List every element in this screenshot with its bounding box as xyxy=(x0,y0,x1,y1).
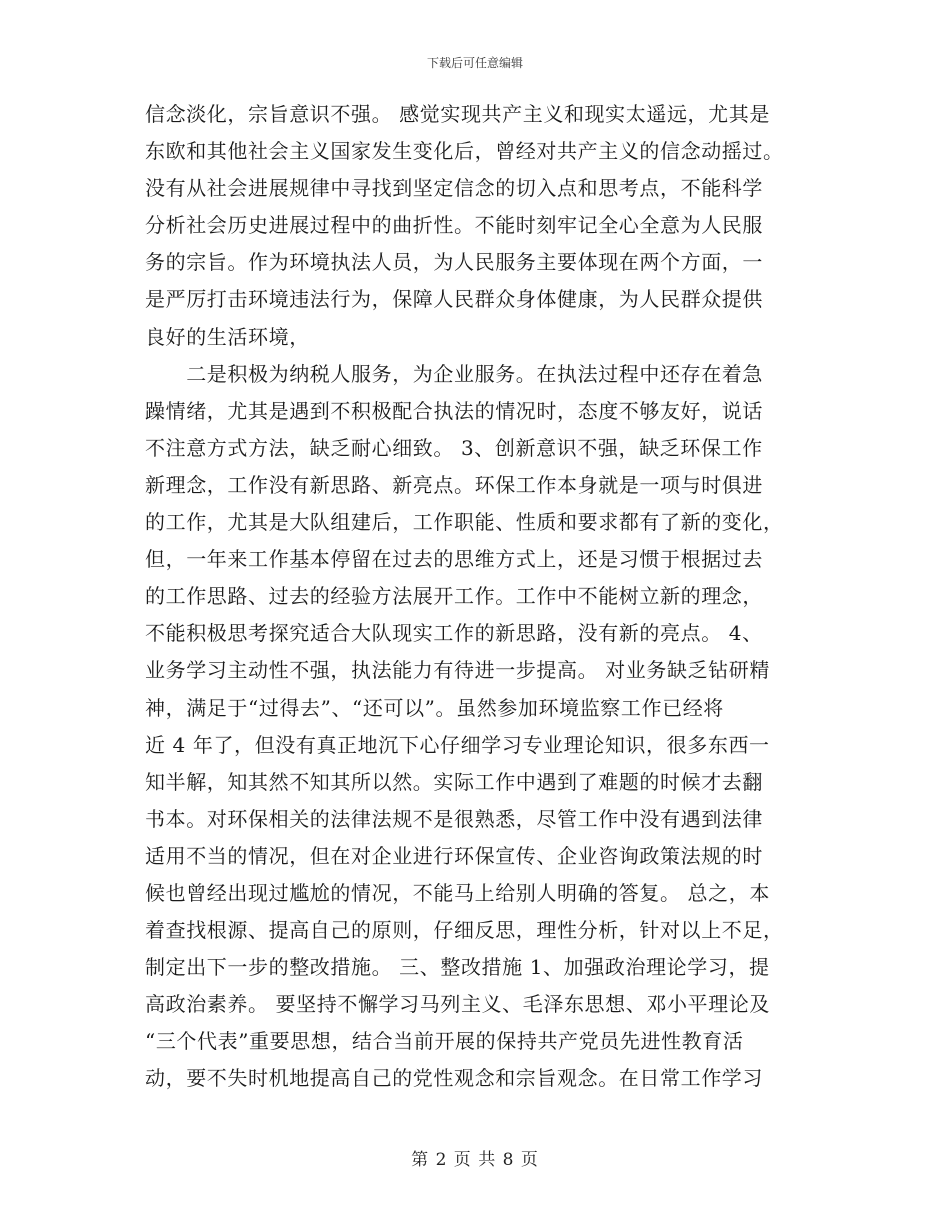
text-line: 高政治素养。 要坚持不懈学习马列主义、毛泽东思想、邓小平理论及 xyxy=(145,992,770,1017)
text-line: 良好的生活环境， xyxy=(145,324,310,349)
text-line: 东欧和其他社会主义国家发生变化后，曾经对共产主义的信念动摇过。 xyxy=(145,139,784,164)
text-line: 躁情绪，尤其是遇到不积极配合执法的情况时，态度不够友好，说话 xyxy=(145,398,763,423)
text-line: 候也曾经出现过尴尬的情况，不能马上给别人明确的答复。 总之，本 xyxy=(145,880,770,905)
text-line: 适用不当的情况，但在对企业进行环保宣传、企业咨询政策法规的时 xyxy=(145,843,763,868)
text-line: 二是积极为纳税人服务，为企业服务。在执法过程中还存在着急 xyxy=(145,361,763,386)
text-line: 新理念，工作没有新思路、新亮点。环保工作本身就是一项与时俱进 xyxy=(145,472,763,497)
text-line: 制定出下一步的整改措施。 三、整改措施 1、加强政治理论学习，提 xyxy=(145,955,770,980)
text-line: 的工作，尤其是大队组建后，工作职能、性质和要求都有了新的变化， xyxy=(145,510,784,535)
text-line: 没有从社会进展规律中寻找到坚定信念的切入点和思考点，不能科学 xyxy=(145,176,763,201)
text-line: 是严厉打击环境违法行为，保障人民群众身体健康，为人民群众提供 xyxy=(145,287,763,312)
text-line: 着查找根源、提高自己的原则，仔细反思，理性分析，针对以上不足， xyxy=(145,918,784,943)
text-line: 信念淡化，宗旨意识不强。 感觉实现共产主义和现实太遥远，尤其是 xyxy=(145,102,770,126)
page-header-note: 下载后可任意编辑 xyxy=(426,56,523,70)
text-line: 的工作思路、过去的经验方法展开工作。工作中不能树立新的理念， xyxy=(145,584,763,609)
text-line: 不能积极思考探究适合大队现实工作的新思路，没有新的亮点。 4、 xyxy=(145,621,763,646)
text-line: 近 4 年了，但没有真正地沉下心仔细学习专业理论知识，很多东西一 xyxy=(145,732,770,757)
text-line: 知半解，知其然不知其所以然。实际工作中遇到了难题的时候才去翻 xyxy=(145,769,763,794)
text-line: 业务学习主动性不强，执法能力有待进一步提高。 对业务缺乏钻研精 xyxy=(145,658,770,683)
text-line: 不注意方式方法，缺乏耐心细致。 3、创新意识不强，缺乏环保工作 xyxy=(145,435,763,460)
text-line: 动，要不失时机地提高自己的党性观念和宗旨观念。在日常工作学习 xyxy=(145,1066,763,1091)
text-line: 神，满足于“过得去”、“还可以”。虽然参加环境监察工作已经将 xyxy=(145,695,724,720)
text-line: 务的宗旨。作为环境执法人员，为人民服务主要体现在两个方面，一 xyxy=(145,250,763,275)
text-line: 但，一年来工作基本停留在过去的思维方式上，还是习惯于根据过去 xyxy=(145,547,763,572)
text-line: 分析社会历史进展过程中的曲折性。不能时刻牢记全心全意为人民服 xyxy=(145,213,763,238)
document-body xyxy=(145,96,809,1098)
page-number-footer: 第 2 页 共 8 页 xyxy=(411,1150,539,1170)
text-line: “三个代表”重要思想，结合当前开展的保持共产党员先进性教育活 xyxy=(145,1029,744,1054)
text-line: 书本。对环保相关的法律法规不是很熟悉，尽管工作中没有遇到法律 xyxy=(145,806,763,831)
